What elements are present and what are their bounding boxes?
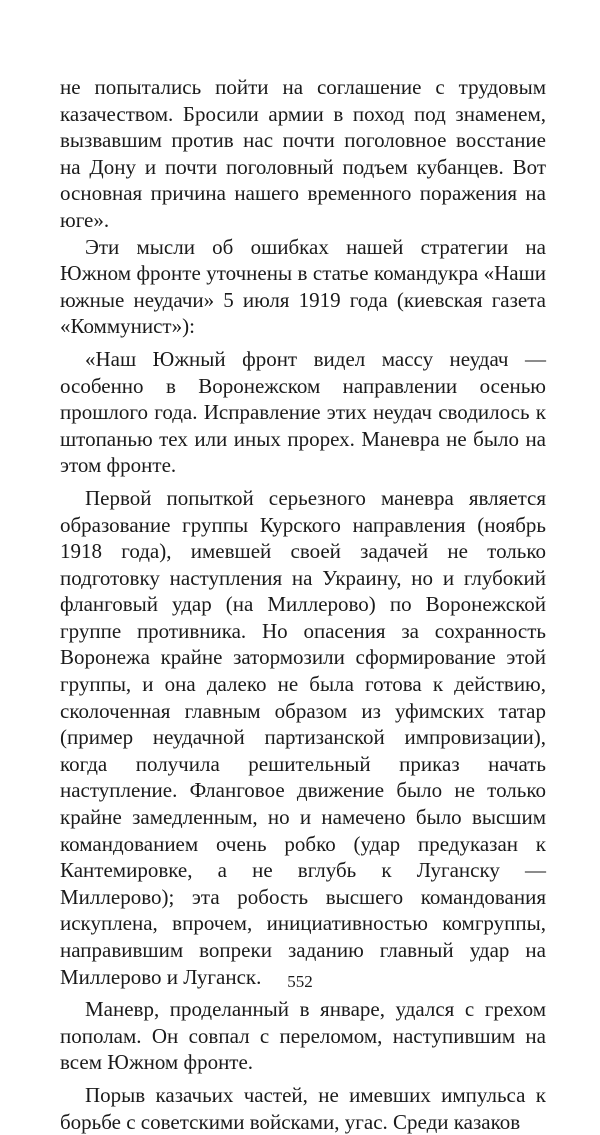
paragraph-first-maneuver: Первой попыткой серьезного маневра является образование группы Курского направления (ноябрь 1918 года), имевшей своей задачей не только подготовку наступления на Украину, но и глубокий фланговый удар (на Миллерово) по Воронежской группе противника. Но опасения за сохранность Воронежа крайне затормозили сформирование этой группы, и она далеко не была готова к действию, сколоченная главным образом из уфимских татар (пример неудачной партизанской импровизации), когда получила решительный приказ начать наступление. Фланговое движение было не только крайне замедленным, но и намечено было высшим командованием очень робко (удар предуказан к Кантемировке, а не вглубь к Луганску — Миллерово); эта робость высшего командования искуплена, впрочем, инициативностью комгруппы, направившим вопреки заданию главный удар на Миллерово и Луганск. [60, 485, 546, 989]
page-number: 552 [287, 972, 313, 991]
paragraph-quote-start: «Наш Южный фронт видел массу неудач — особенно в Воронежском направлении осенью прошлого года. Исправление этих неудач сводилось к штопанью тех или иных прорех. Маневра не было на этом фронте. [60, 346, 546, 478]
paragraph-strategy-errors: Эти мысли об ошибках нашей стратегии на Южном фронте уточнены в статье командукра «Наши южные неудачи» 5 июля 1919 года (киевская газета «Коммунист»): [60, 234, 546, 339]
paragraph-cossack-impulse: Порыв казачьих частей, не имевших импульса к борьбе с советскими войсками, угас. Среди казаков [60, 1082, 546, 1134]
paragraph-january-maneuver: Маневр, проделанный в январе, удался с грехом пополам. Он совпал с переломом, наступившим на всем Южном фронте. [60, 997, 546, 1075]
paragraph-continuation: не попытались пойти на соглашение с трудовым казачеством. Бросили армии в поход под знаменем, вызвавшим против нас почти поголовное восстание на Дону и почти поголовный подъем кубанцев. Вот основная причина нашего временного поражения на юге». [60, 75, 546, 232]
